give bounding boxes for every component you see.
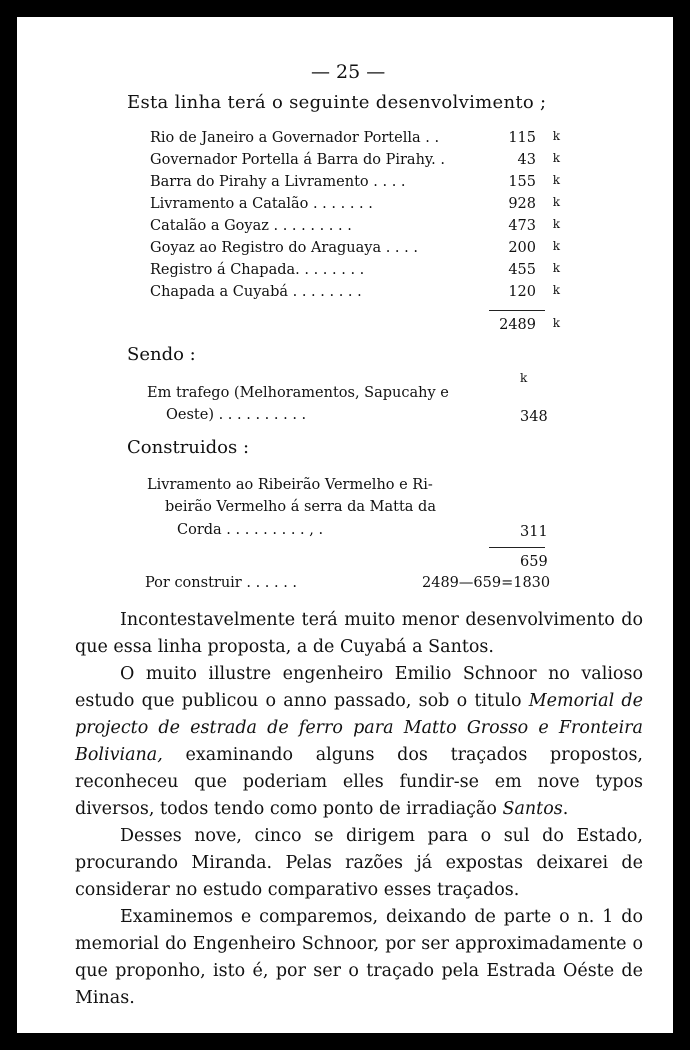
paragraph (75, 661, 643, 823)
segment-label: Governador Portella á Barra do Pirahy. . (150, 152, 446, 168)
body-text (75, 607, 643, 1012)
unit-label: k (552, 316, 560, 330)
text-run: . (562, 799, 569, 819)
unit-label: k (552, 217, 560, 231)
table-row (150, 218, 560, 240)
segment-value: 155 (508, 174, 536, 190)
italic-text: Santos (502, 799, 563, 819)
paragraph: Examinemos e comparemos, deixando de parte o n. 1 do memorial do Engenheiro Schnoor, por ser approximadamente o que proponho, isto é, por ser o traçado pela Estrada Oéste de Minas. (75, 907, 643, 1008)
segment-label: Registro á Chapada. . . . . . . . (150, 262, 365, 278)
sendo-heading: Sendo : (127, 344, 196, 365)
segment-value: 43 (517, 152, 536, 168)
construidos-heading: Construidos : (127, 437, 250, 458)
segment-label: Rio de Janeiro a Governador Portella . . (150, 130, 440, 146)
segment-label: Catalão a Goyaz . . . . . . . . . (150, 218, 352, 234)
table-row (150, 196, 560, 218)
table-row (150, 262, 560, 284)
unit-label: k (552, 173, 560, 187)
unit-label: k (552, 239, 560, 253)
unit-label: k (552, 195, 560, 209)
text-run: O muito illustre engenheiro Emilio Schnoor no valioso estudo que publicou o anno passado, sob o titulo (75, 664, 643, 711)
intro-line: Esta linha terá o seguinte desenvolvimento ; (127, 92, 547, 113)
table-row (150, 174, 560, 196)
table-row (150, 130, 560, 152)
table-row (150, 240, 560, 262)
trafego-line-2: Oeste) . . . . . . . . . . (166, 407, 307, 423)
segment-label: Barra do Pirahy a Livramento . . . . (150, 174, 406, 190)
por-construir-formula: 2489—659=1830 (422, 575, 551, 591)
trafego-line-1: Em trafego (Melhoramentos, Sapucahy e (147, 385, 449, 401)
unit-label: k (552, 261, 560, 275)
unit-label: k (552, 283, 560, 297)
construidos-line-3: Corda . . . . . . . . . , . (177, 522, 324, 538)
total-row (150, 317, 560, 339)
table-row (150, 284, 560, 306)
segment-value: 928 (508, 196, 536, 212)
segment-label: Chapada a Cuyabá . . . . . . . . (150, 284, 362, 300)
segment-value: 473 (508, 218, 536, 234)
segment-label: Goyaz ao Registro do Araguaya . . . . (150, 240, 418, 256)
unit-label: k (520, 371, 528, 385)
text-run: examinando alguns dos traçados propostos, reconheceu que poderiam elles fundir-se em nove typos diversos, todos tendo como ponto de irradiação (75, 745, 643, 819)
construidos-value: 311 (520, 524, 548, 540)
italic-title: Memorial de projecto de estrada de ferro para Matto Grosso e Fronteira Boliviana, (75, 691, 643, 765)
total-value: 2489 (499, 317, 536, 333)
construidos-line-2: beirão Vermelho á serra da Matta da (165, 499, 436, 515)
segment-value: 115 (508, 130, 536, 146)
document-page (17, 17, 673, 1033)
sum-rule (489, 310, 545, 311)
table-row (150, 152, 560, 174)
paragraph: Incontestavelmente terá muito menor desenvolvimento do que essa linha proposta, a de Cuyabá a Santos. (75, 610, 643, 657)
segment-value: 200 (508, 240, 536, 256)
segment-value: 120 (508, 284, 536, 300)
por-construir-label: Por construir . . . . . . (145, 575, 298, 591)
segment-label: Livramento a Catalão . . . . . . . (150, 196, 373, 212)
subtotal-value: 659 (520, 554, 548, 570)
sum-rule (489, 547, 545, 548)
unit-label: k (552, 151, 560, 165)
construidos-line-1: Livramento ao Ribeirão Vermelho e Ri- (147, 477, 433, 493)
paragraph: Desses nove, cinco se dirigem para o sul do Estado, procurando Miranda. Pelas razões já expostas deixarei de considerar no estudo comparativo esses traçados. (75, 826, 643, 900)
segment-value: 455 (508, 262, 536, 278)
unit-label: k (552, 129, 560, 143)
trafego-value: 348 (520, 409, 548, 425)
page-number: — 25 — (311, 61, 386, 83)
